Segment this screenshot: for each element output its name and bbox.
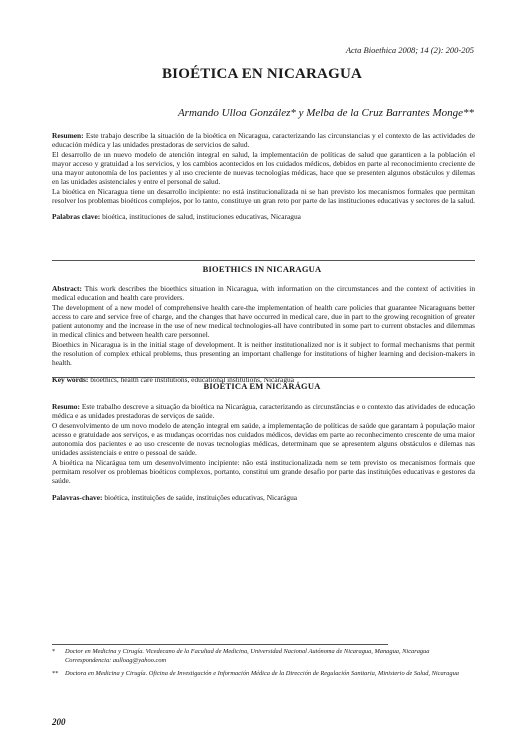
journal-citation: Acta Bioethica 2008; 14 (2): 200-205: [345, 45, 474, 55]
abstract-es: [52, 131, 475, 222]
abstract-en-label: Abstract:: [52, 284, 82, 293]
abstract-pt-p2: O desenvolvimento de um novo modelo de atenção integral em saúde, a implementação de políticas de saúde que garantam à população maior acesso e gratuidade aos serviços, e as mudanças ocorridas nos cuidados médicos, devidas em parte ao reconhecimento crescente de uma maior autonomia dos pacientes e ao uso crescente de novas tecnologias médicas, determinam que se apresentem alguns obstáculos e dilemas nas unidades assistenciais e entre o pessoal de saúde.: [52, 420, 475, 458]
footnote-divider: [52, 644, 388, 645]
author-line: Armando Ulloa González* y Melba de la Cruz Barrantes Monge**: [177, 107, 474, 119]
abstract-es-p1: Este trabajo describe la situación de la bioética en Nicaragua, caracterizando las circunstancias y el contexto de las actividades de educación médica y las unidades prestadoras de servicios de salud.: [52, 131, 475, 150]
abstract-pt-p1: Este trabalho descreve a situação da bioética na Nicarágua, caracterizando as circunstâncias e o contexto das atividades de educação médica e as unidades prestadoras de serviços de saúde.: [52, 402, 475, 421]
keywords-pt-label: Palavras-chave:: [52, 492, 103, 502]
keywords-en: bioethics, health care institutions, educational institutions, Nicaragua: [90, 374, 295, 384]
abstract-es-label: Resumen:: [52, 131, 84, 140]
abstract-pt: [52, 402, 475, 502]
footnote-text: Doctora en Medicina y Cirugía. Oficina de Investigación e Información Médica de la Dirección de Regulación Sanitaria, Ministerio de Salud, Nicaragua: [65, 670, 459, 677]
keywords-pt: bioética, instituições de saúde, instituições educativas, Nicarágua: [104, 492, 298, 502]
keywords-en-label: Key words:: [52, 374, 89, 384]
section-divider: [52, 377, 475, 378]
article-title: BIOÉTICA EN NICARAGUA: [161, 66, 363, 82]
footnote-mark: **: [52, 670, 59, 677]
section-divider: [52, 260, 475, 261]
footnote-text: Doctor en Medicina y Cirugía. Vicedecano de la Facultad de Medicina, Universidad Nacional Autónoma de Nicaragua, Managua, Nicaragua: [65, 648, 430, 655]
abstract-en-p1: This work describes the bioethics situation in Nicaragua, with information on the circumstances and the context of activities in medical education and health care providers.: [52, 284, 476, 303]
footnote: [52, 648, 475, 665]
page-number: 200: [52, 717, 66, 727]
footnote-correspondence: Correspondencia: aulloag@yahoo.com: [65, 656, 167, 664]
abstract-pt-label: Resumo:: [52, 402, 80, 411]
abstract-pt-p3: A bioética na Nicarágua tem um desenvolvimento incipiente: não está institucionalizada nem se tem previsto os mecanismos formais que permitam resolver os problemas bioéticos complexos, portanto, constitui um grande desafio por parte das instituições educativas e gestores da saúde.: [52, 457, 475, 486]
abstract-en-p2: The development of a new model of comprehensive health care-the implementation of health care policies that guarantee Nicaraguans better access to care and service free of charge, and the changes that have occurred in medical care, due in part to the growing recognition of greater patient autonomy and the increase in the use of new medical technologies-all have contributed in some part to current obstacles and dilemmas in medical clinics and between health care personnel.: [52, 302, 475, 340]
portuguese-heading: BIOÉTICA EM NICARÁGUA: [203, 381, 321, 391]
english-heading: BIOETHICS IN NICARAGUA: [202, 264, 322, 274]
footnote-mark: *: [52, 648, 56, 655]
footnote: [52, 670, 475, 679]
abstract-es-p3: La bioética en Nicaragua tiene un desarrollo incipiente: no está institucionalizada ni se han previsto los mecanismos formales que permitan resolver los problemas bioéticos complejos, por lo tanto, constituye un gran reto por parte de las instituciones educativas y sectores de la salud.: [52, 186, 476, 206]
abstract-en-p3: Bioethics in Nicaragua is in the initial stage of development. It is neither institutionalized nor is it subject to formal mechanisms that permit the resolution of complex ethical problems, thus presenting an important challenge for institutions of higher learning and decision-makers in health.: [52, 339, 475, 368]
keywords-es: bioética, instituciones de salud, instituciones educativas, Nicaragua: [102, 212, 301, 222]
abstract-en: [52, 284, 475, 384]
abstract-es-p2: El desarrollo de un nuevo modelo de atención integral en salud, la implementación de políticas de salud que garanticen a la población el mayor acceso y gratuidad a los servicios, y los cambios acontecidos en los cuidados médicos, debidos en parte al reconocimiento creciente de una mayor autonomía de los pacientes y al uso creciente de nuevas tecnologías médicas, hace que se presenten algunos obstáculos y dilemas en las unidades asistenciales y entre el personal de salud.: [52, 149, 475, 187]
keywords-es-label: Palabras clave:: [52, 212, 101, 222]
